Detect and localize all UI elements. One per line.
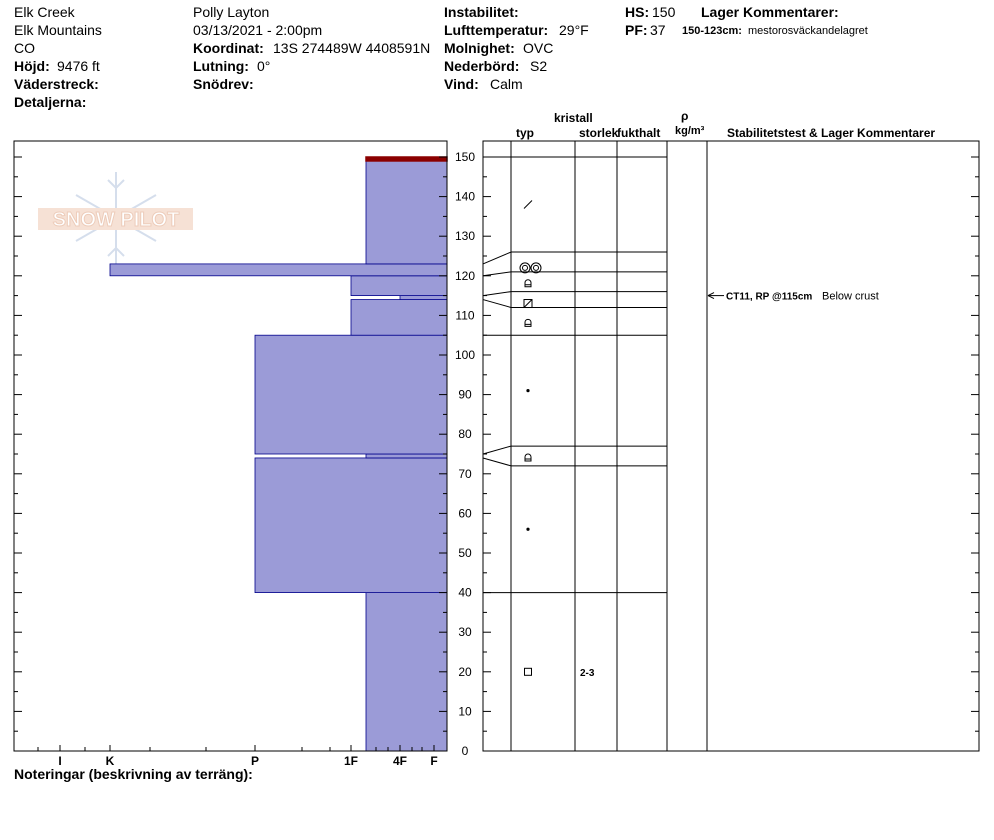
crystal-square [525, 668, 532, 675]
svg-text:SNOW PILOT: SNOW PILOT [52, 209, 180, 231]
hardness-layers [110, 157, 447, 751]
details-label: Detaljerna: [14, 94, 87, 110]
stability-header: Stabilitetstest & Lager Kommentarer [727, 126, 936, 140]
hardness-bar [255, 335, 447, 454]
hardness-label: 1F [343, 754, 359, 768]
layer-connector [483, 252, 511, 264]
height-label: 70 [458, 466, 472, 481]
crystal-circle-mark [523, 265, 528, 270]
pf-value: 37 [650, 22, 666, 38]
stability-test-marker [708, 291, 879, 303]
hardness-label: K [105, 754, 115, 768]
layer-connector [483, 292, 511, 296]
hardness-bar [366, 157, 447, 161]
precip-label: Nederbörd: [444, 58, 520, 74]
crystal-slash [524, 201, 532, 209]
precip-value: S2 [530, 58, 548, 74]
air-temp-label: Lufttemperatur: [444, 22, 549, 38]
state: CO [14, 40, 35, 56]
height-axis [14, 150, 979, 758]
crystal-size: 2-3 [580, 667, 595, 679]
hs-label: HS: [625, 4, 650, 20]
height-label: 20 [458, 664, 472, 679]
crystal-facet-rounded [525, 319, 531, 326]
crystal-facet-mark [525, 280, 531, 287]
height-label: 50 [458, 546, 472, 560]
instability-label: Instabilitet: [444, 4, 519, 20]
height-label: 110 [455, 308, 475, 323]
height-label: 0 [461, 744, 469, 758]
hardness-bar [351, 300, 447, 336]
layer-comments-label: Lager Kommentarer: [701, 4, 839, 20]
moisture-header: fukthalt [617, 126, 661, 140]
elevation-value: 9476 ft [57, 58, 100, 74]
hardness-label: P [250, 754, 260, 768]
wind-label: Vind: [444, 76, 479, 92]
hardness-bar [110, 264, 447, 276]
density-unit-header: kg/m³ [675, 125, 705, 137]
type-header: typ [516, 126, 534, 140]
height-label: 80 [458, 427, 472, 442]
height-label: 140 [454, 189, 476, 204]
height-label: 10 [458, 704, 472, 719]
hardness-label: I [58, 754, 62, 768]
layer-connector [483, 300, 511, 308]
crystal-mixed-box [524, 300, 532, 308]
layer-comment-text: mestorosväckandelagret [748, 25, 868, 37]
size-header: storlek [579, 126, 619, 140]
coordinate-label: Koordinat: [193, 40, 264, 56]
crystal-slash-mark [524, 201, 532, 209]
hardness-label: F [430, 754, 438, 768]
layer-comment-range: 150-123cm: [682, 25, 742, 37]
observer-name: Polly Layton [193, 4, 270, 20]
crystal-box-diagonal [524, 300, 532, 308]
sky-label: Molnighet: [444, 40, 515, 56]
hardness-bar [255, 458, 447, 593]
terrain-notes-label: Noteringar (beskrivning av terräng): [14, 766, 253, 782]
elevation-label: Höjd: [14, 58, 50, 74]
coordinate-value: 13S 274489W 4408591N [273, 40, 431, 56]
observation-datetime: 03/13/2021 - 2:00pm [193, 22, 323, 38]
wind-value: Calm [490, 76, 523, 92]
pf-label: PF: [625, 22, 648, 38]
hardness-label: 4F [392, 754, 408, 768]
height-label: 130 [454, 229, 476, 244]
hs-value: 150 [652, 4, 676, 20]
air-temp-value: 29°F [559, 22, 589, 38]
sky-value: OVC [523, 40, 554, 56]
aspect-label: Väderstreck: [14, 76, 99, 92]
stability-test-code: CT11, RP @115cm [726, 291, 813, 303]
height-label: 100 [454, 348, 476, 362]
wind-loading-label: Snödrev: [193, 76, 254, 92]
height-label: 40 [458, 585, 472, 600]
hardness-bar [400, 296, 447, 300]
crystal-dot-mark [526, 528, 529, 531]
crystal-circle-mark [534, 265, 539, 270]
crystal-facet-rounded [525, 454, 531, 461]
height-label: 60 [458, 506, 472, 521]
hardness-bar [366, 593, 447, 751]
hardness-bar [366, 454, 447, 458]
height-label: 120 [454, 268, 476, 283]
layer-connector [483, 458, 511, 466]
hardness-bar [366, 161, 447, 264]
stability-test-comment: Below crust [822, 290, 879, 303]
crystal-dot [526, 389, 529, 392]
crystal-dot [526, 528, 529, 531]
crystal-facet-mark [525, 454, 531, 461]
height-label: 90 [458, 387, 472, 402]
snow-pilot-logo [38, 172, 193, 264]
crystal-facet-mark [525, 319, 531, 326]
hardness-bar [351, 276, 447, 296]
height-label: 150 [454, 150, 476, 164]
crystal-header: kristall [554, 111, 593, 125]
height-label: 30 [458, 625, 472, 640]
rho-header: ρ [681, 109, 689, 123]
layer-connector [483, 446, 511, 454]
mountain-range: Elk Mountains [14, 22, 102, 38]
crystal-square-mark [525, 668, 532, 675]
slope-label: Lutning: [193, 58, 249, 74]
slope-value: 0° [257, 58, 271, 74]
crystal-dot-mark [526, 389, 529, 392]
crystal-facet-rounded [525, 280, 531, 287]
location-name: Elk Creek [14, 4, 75, 20]
layer-connector [483, 272, 511, 276]
